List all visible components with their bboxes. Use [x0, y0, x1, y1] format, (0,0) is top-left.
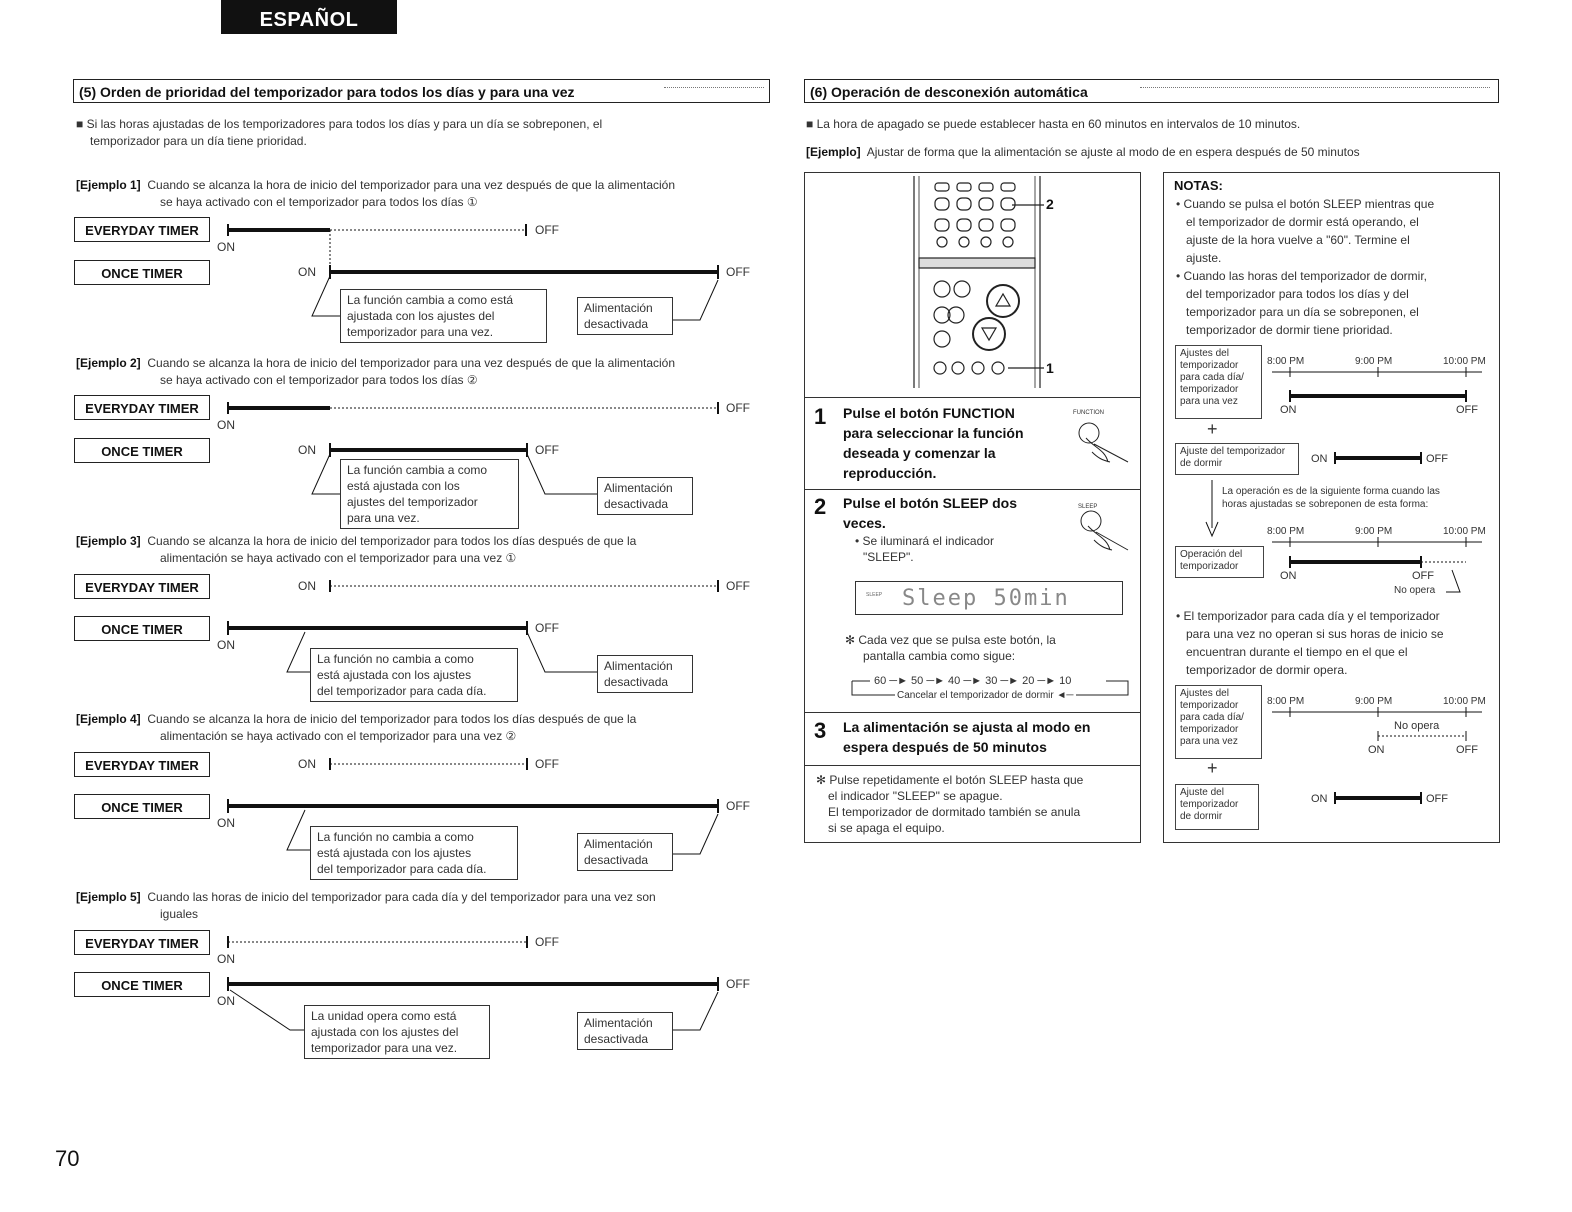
step-line: Pulse el botón SLEEP dos [843, 495, 1017, 511]
box-line: Operación del [1180, 549, 1243, 560]
function-button-label: FUNCTION [1073, 410, 1104, 416]
example-line: iguales [160, 907, 199, 921]
section-6-intro: ■ La hora de apagado se puede establecer hasta en 60 minutos en intervalos de 10 minutos. [806, 117, 1301, 131]
note-line: ajuste. [1186, 251, 1222, 265]
note-line: La unidad opera como está [311, 1009, 457, 1023]
example-tag: [Ejemplo 1] [76, 178, 141, 192]
note-line: temporizador para una vez. [347, 325, 494, 339]
box-line: de dormir [1180, 458, 1223, 469]
everyday-timer-label: EVERYDAY TIMER [74, 217, 210, 242]
example-line: Cuando se alcanza la hora de inicio del temporizador para todos los días después de que la [147, 712, 637, 726]
box-line: Ajustes del [1180, 688, 1229, 699]
box-line: para una vez [1180, 396, 1238, 407]
time-label: 9:00 PM [1355, 696, 1393, 707]
note-line: La función no cambia a como [317, 652, 474, 666]
box-line: temporizador [1180, 561, 1239, 572]
box-line: La operación es de la siguiente forma cuando las [1222, 486, 1440, 497]
note-line: desactivada [584, 317, 649, 331]
box-line: temporizador [1180, 799, 1239, 810]
note-line: • Cuando las horas del temporizador de dormir, [1176, 269, 1427, 283]
note-line: del temporizador para todos los días y del [1186, 287, 1409, 301]
step-line: para seleccionar la función [843, 425, 1024, 441]
once-timer-label: ONCE TIMER [74, 438, 210, 463]
example-line: Cuando se alcanza la hora de inicio del temporizador para una vez después de que la alimentación [147, 178, 676, 192]
box-line: para una vez [1180, 736, 1238, 747]
note-line: • Cuando se pulsa el botón SLEEP mientras que [1176, 197, 1435, 211]
step-line: reproducción. [843, 465, 937, 481]
callout-2: 2 [1046, 196, 1054, 212]
note-line: el temporizador de dormir está operando, el [1186, 215, 1419, 229]
note-line: temporizador para un día se sobreponen, el [1186, 305, 1419, 319]
note-line: • El temporizador para cada día y el temporizador [1176, 609, 1440, 623]
note-line: Alimentación [584, 837, 653, 851]
display-indicator: SLEEP [866, 592, 883, 598]
note-line: del temporizador para cada día. [317, 862, 487, 876]
off-label: OFF [726, 977, 750, 991]
off-label: OFF [726, 799, 750, 813]
language-tab: ESPAÑOL [221, 0, 397, 34]
note-line: desactivada [604, 675, 669, 689]
note-line: La función no cambia a como [317, 830, 474, 844]
off-label: OFF [726, 265, 750, 279]
note-line: encuentran durante el tiempo en el que el [1186, 645, 1408, 659]
note-line: desactivada [584, 853, 649, 867]
step-line: • Se iluminará el indicador [855, 534, 994, 548]
notes-title: NOTAS: [1174, 178, 1223, 193]
footnote-line: ✻ Pulse repetidamente el botón SLEEP hasta que [816, 773, 1084, 787]
sleep-button-label: SLEEP [1078, 504, 1098, 510]
step-line: pantalla cambia como sigue: [863, 649, 1016, 663]
note-line: está ajustada con los ajustes [317, 668, 472, 682]
off-label: OFF [1426, 453, 1448, 465]
time-label: 10:00 PM [1443, 356, 1486, 367]
cycle-sequence: 60 ─► 50 ─► 40 ─► 30 ─► 20 ─► 10 [874, 675, 1072, 687]
once-timer-label: ONCE TIMER [74, 972, 210, 997]
off-label: OFF [1412, 570, 1434, 582]
note-line: para una vez. [347, 511, 420, 525]
on-label: ON [1311, 793, 1328, 805]
no-opera-label: No opera [1394, 720, 1440, 732]
note-line: ajustes del temporizador [347, 495, 478, 509]
on-label: ON [298, 443, 316, 457]
example-tag: [Ejemplo 3] [76, 534, 141, 548]
off-label: OFF [535, 223, 559, 237]
on-label: ON [1311, 453, 1328, 465]
box-line: temporizador [1180, 724, 1239, 735]
note-line: está ajustada con los ajustes [317, 846, 472, 860]
note-line: desactivada [604, 497, 669, 511]
note-line: está ajustada con los [347, 479, 460, 493]
note-line: ajuste de la hora vuelve a "60". Termine el [1186, 233, 1410, 247]
on-label: ON [217, 638, 235, 652]
intro-line: temporizador para un día tiene prioridad. [90, 134, 307, 148]
note-line: Alimentación [584, 1016, 653, 1030]
on-label: ON [298, 757, 316, 771]
footnote-line: El temporizador de dormitado también se anula [828, 805, 1081, 819]
step-line: ✻ Cada vez que se pulsa este botón, la [845, 633, 1056, 647]
box-line: temporizador [1180, 384, 1239, 395]
off-label: OFF [535, 935, 559, 949]
example-line: Cuando las horas de inicio del temporizador para cada día y del temporizador para una vez son [147, 890, 656, 904]
note-line: temporizador de dormir opera. [1186, 663, 1348, 677]
box-line: horas ajustadas se sobreponen de esta forma: [1222, 499, 1429, 510]
box-line: para cada día/ [1180, 372, 1244, 383]
no-opera-label: No opera [1394, 585, 1436, 596]
page-number: 70 [55, 1146, 80, 1171]
time-label: 8:00 PM [1267, 526, 1305, 537]
box-line: temporizador [1180, 700, 1239, 711]
box-line: Ajuste del temporizador [1180, 446, 1286, 457]
plus-sign: + [1207, 419, 1218, 439]
section-5-title-text: (5) Orden de prioridad del temporizador para todos los días y para una vez [79, 84, 575, 100]
once-timer-label: ONCE TIMER [74, 794, 210, 819]
example-line: Cuando se alcanza la hora de inicio del temporizador para una vez después de que la alimentación [147, 356, 676, 370]
box-line: Ajustes del [1180, 348, 1229, 359]
on-label: ON [298, 579, 316, 593]
note-line: Alimentación [604, 659, 673, 673]
on-label: ON [217, 952, 235, 966]
once-timer-label: ONCE TIMER [74, 616, 210, 641]
time-label: 10:00 PM [1443, 696, 1486, 707]
off-label: OFF [726, 401, 750, 415]
note-line: La función cambia a como está [347, 293, 514, 307]
time-label: 8:00 PM [1267, 356, 1305, 367]
everyday-timer-label: EVERYDAY TIMER [74, 395, 210, 420]
on-label: ON [298, 265, 316, 279]
box-line: de dormir [1180, 811, 1223, 822]
step-line: "SLEEP". [863, 550, 914, 564]
off-label: OFF [535, 443, 559, 457]
on-label: ON [217, 418, 235, 432]
on-label: ON [1280, 570, 1297, 582]
example-line: se haya activado con el temporizador para todos los días ① [160, 195, 478, 209]
intro-line: ■ Si las horas ajustadas de los temporizadores para todos los días y para un día se sobreponen, el [76, 117, 603, 131]
plus-sign: + [1207, 758, 1218, 778]
note-line: temporizador de dormir tiene prioridad. [1186, 323, 1393, 337]
step-line: Pulse el botón FUNCTION [843, 405, 1015, 421]
example-line: alimentación se haya activado con el temporizador para una vez ② [160, 729, 517, 743]
note-line: temporizador para una vez. [311, 1041, 458, 1055]
off-label: OFF [535, 757, 559, 771]
off-label: OFF [535, 621, 559, 635]
time-label: 9:00 PM [1355, 526, 1393, 537]
note-line: Alimentación [604, 481, 673, 495]
step-line: espera después de 50 minutos [843, 739, 1047, 755]
time-label: 9:00 PM [1355, 356, 1393, 367]
everyday-timer-label: EVERYDAY TIMER [74, 574, 210, 599]
once-timer-label: ONCE TIMER [74, 260, 210, 285]
note-line: desactivada [584, 1032, 649, 1046]
step-2-number: 2 [814, 494, 827, 519]
off-label: OFF [1426, 793, 1448, 805]
off-label: OFF [726, 579, 750, 593]
display-text: Sleep 50min [902, 586, 1070, 611]
example-text: Ajustar de forma que la alimentación se ajuste al modo de en espera después de 50 minutos [866, 145, 1360, 159]
everyday-timer-label: EVERYDAY TIMER [74, 752, 210, 777]
footnote-line: si se apaga el equipo. [828, 821, 945, 835]
off-label: OFF [1456, 744, 1478, 756]
box-line: para cada día/ [1180, 712, 1244, 723]
footnote-line: el indicador "SLEEP" se apague. [828, 789, 1003, 803]
on-label: ON [217, 816, 235, 830]
on-label: ON [1368, 744, 1385, 756]
step-line: veces. [843, 515, 886, 531]
callout-1: 1 [1046, 360, 1054, 376]
step-line: La alimentación se ajusta al modo en [843, 719, 1091, 735]
time-label: 8:00 PM [1267, 696, 1305, 707]
note-line: La función cambia a como [347, 463, 488, 477]
step-3-number: 3 [814, 718, 827, 743]
example-line: Cuando se alcanza la hora de inicio del temporizador para todos los días después de que la [147, 534, 637, 548]
on-label: ON [217, 240, 235, 254]
example-tag: [Ejemplo 2] [76, 356, 141, 370]
everyday-timer-label: EVERYDAY TIMER [74, 930, 210, 955]
note-line: para una vez no operan si sus horas de inicio se [1186, 627, 1444, 641]
example-tag: [Ejemplo 4] [76, 712, 141, 726]
example-line: se haya activado con el temporizador para todos los días ② [160, 373, 478, 387]
example-tag: [Ejemplo 5] [76, 890, 141, 904]
note-line: ajustada con los ajustes del [311, 1025, 459, 1039]
example-line: alimentación se haya activado con el temporizador para una vez ① [160, 551, 517, 565]
step-line: deseada y comenzar la [843, 445, 996, 461]
on-label: ON [217, 994, 235, 1008]
note-line: del temporizador para cada día. [317, 684, 487, 698]
note-line: Alimentación [584, 301, 653, 315]
box-line: temporizador [1180, 360, 1239, 371]
step-1-number: 1 [814, 404, 827, 429]
note-line: ajustada con los ajustes del [347, 309, 495, 323]
cycle-cancel: Cancelar el temporizador de dormir ◄─ [897, 690, 1074, 701]
on-label: ON [1280, 404, 1297, 416]
off-label: OFF [1456, 404, 1478, 416]
time-label: 10:00 PM [1443, 526, 1486, 537]
example-tag: [Ejemplo] [806, 145, 861, 159]
section-6-title-text: (6) Operación de desconexión automática [810, 84, 1088, 100]
box-line: Ajuste del [1180, 787, 1224, 798]
